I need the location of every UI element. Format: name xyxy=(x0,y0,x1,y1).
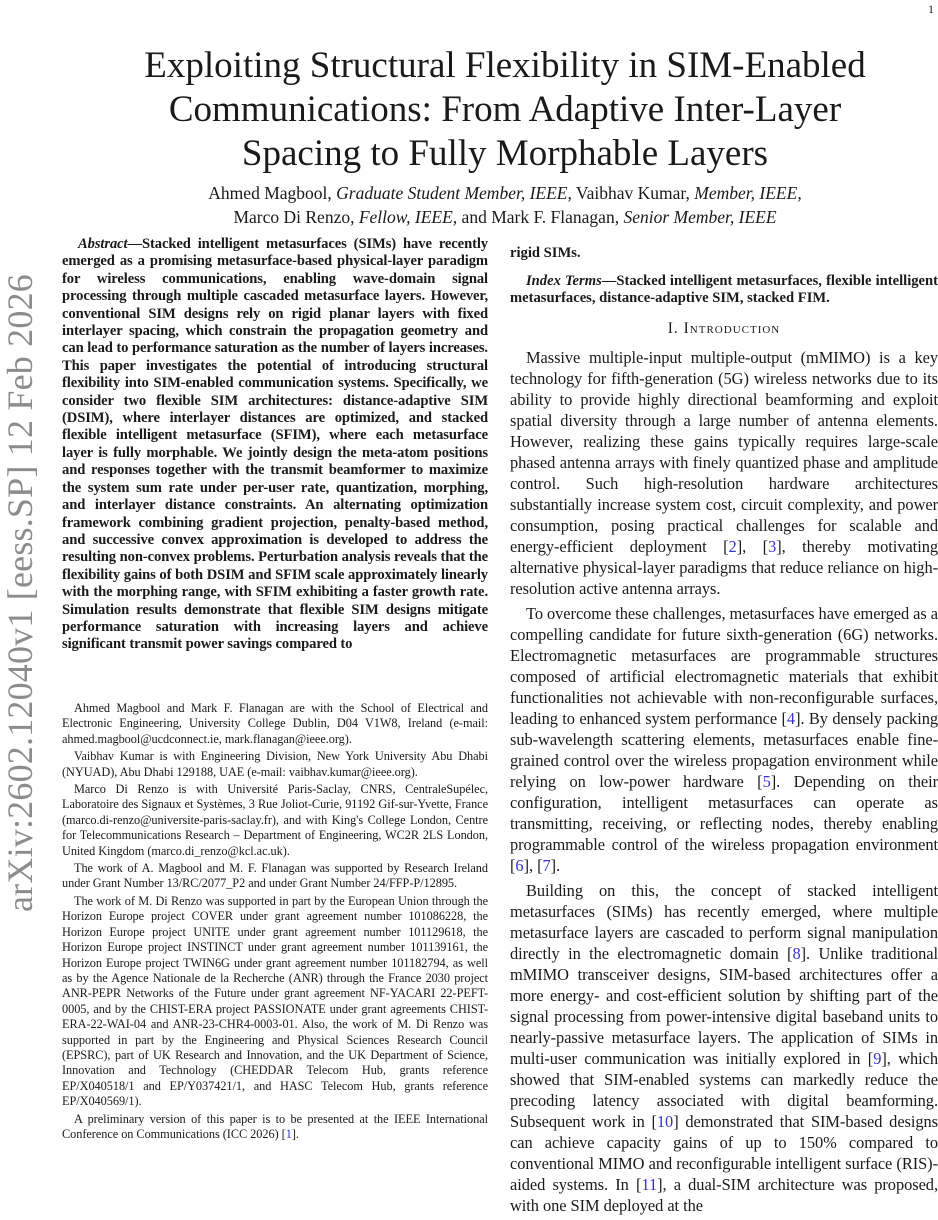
footnote: Marco Di Renzo is with Université Paris-Saclay, CNRS, CentraleSupélec, Laboratoire des Signaux et Systèmes, 3 Rue Joliot-Curie, 91192 Gif-sur-Yvette, France (marco.di-renzo@universite-paris-saclay.fr), and with King's College London, Centre for Telecommunications Research – Department of Engineering, WC2R 2LS London, United Kingdom (marco.di_renzo@kcl.ac.uk). xyxy=(62,782,488,858)
author-list xyxy=(110,181,900,229)
index-terms-label: Index Terms xyxy=(526,273,602,289)
paragraph: Massive multiple-input multiple-output (mMIMO) is a key technology for fifth-generation (5G) wireless networks due to its ability to provide highly directional beamforming and exploit spatial diversity through a large number of antenna elements. However, realizing these gains typically requires large-scale phased antenna arrays with finely quantized phase and amplitude control. Such high-resolution hardware architectures substantially increase system cost, circuit complexity, and power consumption, posing practical challenges for scalable and energy-efficient deployment [2], [3], thereby motivating alternative physical-layer paradigms that reduce reliance on high-resolution active antenna arrays. xyxy=(510,348,938,598)
author-affiliation: Graduate Student Member, IEEE, xyxy=(336,183,572,203)
abstract-label: Abstract xyxy=(78,236,128,252)
citation-link[interactable]: 8 xyxy=(792,944,801,963)
footnotes xyxy=(62,701,488,1144)
page-number: 1 xyxy=(928,2,934,16)
citation-link[interactable]: 4 xyxy=(786,709,796,728)
abstract xyxy=(62,236,488,654)
abstract-text: —Stacked intelligent metasurfaces (SIMs) have recently emerged as a promising metasurface-based physical-layer paradigm for wireless communications, enabling wave-domain signal processing through multiple cascaded metasurface layers. However, conventional SIM designs rely on rigid planar layers with fixed interlayer spacing, which constrain the propagation geometry and can lead to performance saturation as the number of layers increases. This paper investigates the potential of introducing structural flexibility into SIM-enabled communication systems. Specifically, we consider two flexible SIM architectures: distance-adaptive SIM (DSIM), where interlayer distances are optimized, and stacked flexible intelligent metasurface (SFIM), where each metasurface layer is fully morphable. We jointly design the meta-atom positions and responses together with the transmit beamformer to maximize the system sum rate under per-user rate, quantization, morphing, and interlayer distance constraints. An alternating optimization framework combining gradient projection, penalty-based method, and successive convex approximation is developed to address the resulting non-convex problems. Perturbation analysis reveals that the flexibility gains of both DSIM and SFIM scale approximately linearly with the morphing range, with SFIM exhibiting a faster growth rate. Simulation results demonstrate that flexible SIM designs mitigate performance saturation with increasing layers and achieve significant transmit power savings compared to xyxy=(62,236,488,653)
arxiv-identifier[interactable]: arXiv:2602.12040v1 [eess.SP] 12 Feb 2026 xyxy=(0,274,40,912)
author-name: Ahmed Magbool, xyxy=(208,183,337,203)
footnote: A preliminary version of this paper is to be presented at the IEEE International Conference on Communications (ICC 2026) [1]. xyxy=(62,1111,488,1141)
author-name: Vaibhav Kumar, xyxy=(571,183,695,203)
author-affiliation: Member, IEEE, xyxy=(694,183,802,203)
author-affiliation: Fellow, IEEE, xyxy=(358,207,458,227)
author-line-1 xyxy=(110,181,900,205)
citation-link[interactable]: 5 xyxy=(762,772,771,791)
citation-link[interactable]: 11 xyxy=(641,1175,658,1194)
author-line-2 xyxy=(110,205,900,229)
footnote: The work of M. Di Renzo was supported in part by the European Union through the Horizon Europe project COVER under grant agreement number 101086228, the Horizon Europe project UNITE under grant agreement number 101129618, the Horizon Europe project INSTINCT under grant agreement number 101139161, the Horizon Europe project TWIN6G under grant agreement number 101182794, as well as by the Agence Nationale de la Recherche (ANR) through the France 2030 project ANR-PEPR Networks of the Future under grant agreement NF-YACARI 22-PEFT-0005, and by the CHIST-ERA project PASSIONATE under grant agreements CHIST-ERA-22-WAI-04 and ANR-23-CHR4-0003-01. Also, the work of M. Di Renzo was supported in part by the Engineering and Physical Sciences Research Council (EPSRC), part of UK Research and Innovation, and the UK Department of Science, Innovation and Technology (CHEDDAR Telecom Hub, grants reference EP/X040518/1 and EP/Y037421/1, and HASC Telecom Hub, grants reference EP/X040569/1). xyxy=(62,893,488,1109)
citation-link[interactable]: 7 xyxy=(542,856,551,875)
citation-link[interactable]: 2 xyxy=(728,537,737,556)
abstract-continuation: rigid SIMs. xyxy=(510,245,581,261)
citation-link[interactable]: 10 xyxy=(656,1112,674,1131)
footnote: Vaibhav Kumar is with Engineering Division, New York University Abu Dhabi (NYUAD), Abu Dhabi 129188, UAE (e-mail: vaibhav.kumar@ieee.org). xyxy=(62,749,488,779)
author-affiliation: Senior Member, IEEE xyxy=(623,207,777,227)
footnote: Ahmed Magbool and Mark F. Flanagan are with the School of Electrical and Electronic Engineering, University College Dublin, D04 V1W8, Ireland (e-mail: ahmed.magbool@ucdconnect.ie, mark.flanagan@ieee.org). xyxy=(62,701,488,746)
citation-link[interactable]: 6 xyxy=(515,856,524,875)
footnote: The work of A. Magbool and M. F. Flanagan was supported by Research Ireland under Grant Number 13/RC/2077_P2 and under Grant Number 24/FFP-P/12895. xyxy=(62,861,488,891)
author-name: Marco Di Renzo, xyxy=(233,207,359,227)
paper-title: Exploiting Structural Flexibility in SIM-Enabled Communications: From Adaptive Inter-Layer Spacing to Fully Morphable Layers xyxy=(144,45,866,174)
paragraph: Building on this, the concept of stacked intelligent metasurfaces (SIMs) has recently emerged, where multiple metasurface layers are cascaded to perform signal manipulation directly in the electromagnetic domain [8]. Unlike traditional mMIMO transceiver designs, SIM-based architectures offer a more energy- and cost-efficient solution by shifting part of the signal processing from power-intensive digital baseband units to nearly-passive metasurface layers. The application of SIMs in multi-user communication was initially explored in [9], which showed that SIM-enabled systems can markedly reduce the precoding latency associated with digital beamforming. Subsequent work in [10] demonstrated that SIM-based designs can achieve capacity gains of up to 150% compared to conventional MIMO and reconfigurable intelligent surface (RIS)-aided systems. In [11], a dual-SIM architecture was proposed, with one SIM deployed at the xyxy=(510,881,938,1215)
citation-link[interactable]: 3 xyxy=(768,537,777,556)
section-heading-introduction: I. Introduction xyxy=(667,320,781,337)
citation-link[interactable]: 1 xyxy=(285,1126,292,1141)
index-terms xyxy=(510,273,938,308)
paragraph: To overcome these challenges, metasurfaces have emerged as a compelling candidate for future sixth-generation (6G) networks. Electromagnetic metasurfaces are programmable structures composed of artificial electromagnetic materials that exhibit functionalities not achievable with non-reconfigurable surfaces, leading to enhanced system performance [4]. By densely packing sub-wavelength scattering elements, metasurfaces enable fine-grained control over the wireless propagation environment while relying on low-power hardware [5]. Depending on their configuration, intelligent metasurfaces can operate as transmitting, receiving, or reflecting nodes, thereby enabling programmable control of the wireless propagation environment [6], [7]. xyxy=(510,604,938,875)
citation-link[interactable]: 9 xyxy=(873,1049,882,1068)
author-name: and Mark F. Flanagan, xyxy=(457,207,624,227)
index-terms-text: —Stacked intelligent metasurfaces, flexible intelligent metasurfaces, distance-adaptive SIM, stacked FIM. xyxy=(510,273,938,307)
introduction-body xyxy=(510,347,938,1220)
